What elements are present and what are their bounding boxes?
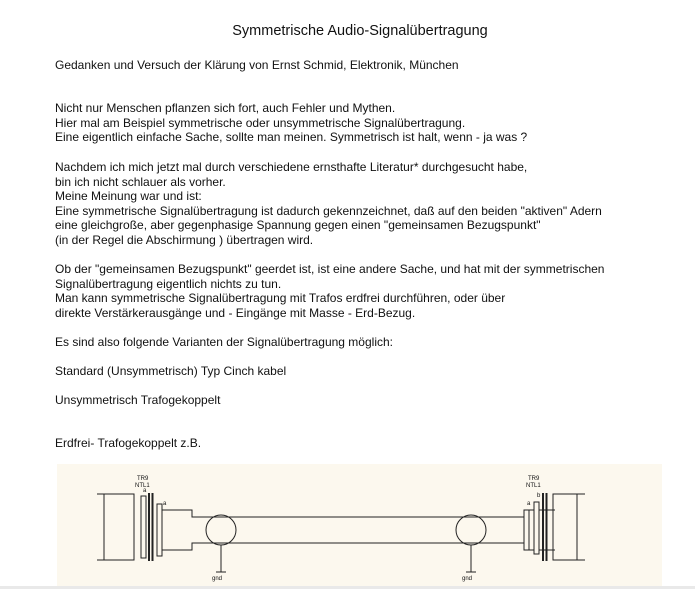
left-transformer-type: NTL1 — [135, 483, 150, 489]
text-line: Hier mal am Beispiel symmetrische oder unsymmetrische Signalübertragung. — [55, 115, 466, 130]
left-primary-pin-label: a — [143, 488, 147, 494]
paragraph-reference-point — [55, 262, 604, 320]
left-source-box — [104, 494, 134, 560]
variant-standard — [55, 364, 286, 379]
text-line: Es sind also folgende Varianten der Signalübertragung möglich: — [55, 335, 393, 349]
text-line: direkte Verstärkerausgänge und - Eingänge mit Masse - Erd-Bezug. — [55, 305, 416, 320]
right-input-winding — [534, 502, 539, 554]
right-transformer-name: TR9 — [528, 476, 540, 482]
text-line: (in der Regel die Abschirmung ) übertragen wird. — [55, 232, 314, 247]
right-primary-winding — [524, 510, 529, 550]
text-line: Eine eigentlich einfache Sache, sollte man meinen. Symmetrisch ist halt, wenn - ja was ? — [55, 130, 528, 145]
left-ground-label: gnd — [212, 576, 223, 582]
variant-floating-transformer — [55, 436, 201, 451]
left-shield-ground-ring — [206, 515, 236, 545]
text-line: Signalübertragung eigentlich nichts zu tun. — [55, 276, 282, 291]
text-line: Nachdem ich mich jetzt mal durch verschiedene ernsthafte Literatur* durchgesucht habe, — [55, 160, 528, 174]
left-transformer-name: TR9 — [137, 476, 149, 482]
text-line: eine gleichgroße, aber gegenphasige Spannung gegen einen "gemeinsamen Bezugspunkt" — [55, 218, 541, 233]
right-shield-ground-ring — [456, 515, 486, 545]
text-line: bin ich nicht schlauer als vorher. — [55, 174, 226, 189]
right-transformer-type: NTL1 — [526, 483, 541, 489]
paragraph-intro — [55, 101, 527, 145]
right-load-box — [553, 494, 577, 560]
left-primary-winding — [141, 496, 146, 558]
variant-transformer-unbalanced — [55, 393, 220, 408]
left-secondary-winding — [157, 504, 162, 556]
page-title: Symmetrische Audio-Signalübertragung — [232, 23, 488, 39]
circuit-diagram — [57, 464, 662, 589]
text-line: Nicht nur Menschen pflanzen sich fort, auch Fehler und Mythen. — [55, 101, 396, 115]
text-line: Ob der "gemeinsamen Bezugspunkt" geerdet ist, ist eine andere Sache, und hat mit der symmetrischen — [55, 262, 605, 276]
right-ground-label: gnd — [462, 576, 473, 582]
text-line: Standard (Unsymmetrisch) Typ Cinch kabel — [55, 364, 287, 378]
left-secondary-pin-label: a — [163, 501, 167, 507]
text-line: Erdfrei- Trafogekoppelt z.B. — [55, 436, 202, 450]
text-line: Eine symmetrische Signalübertragung ist dadurch gekennzeichnet, daß auf den beiden "aktiven" Adern — [55, 203, 602, 218]
paragraph-opinion — [55, 160, 602, 248]
paragraph-variants — [55, 335, 393, 350]
circuit-diagram-svg — [57, 464, 662, 589]
right-secondary-pin-label: b — [537, 493, 541, 499]
right-primary-pin-label: a — [527, 501, 531, 507]
text-line: Unsymmetrisch Trafogekoppelt — [55, 393, 221, 407]
author-subtitle: Gedanken und Versuch der Klärung von Ernst Schmid, Elektronik, München — [55, 58, 459, 72]
text-line: Meine Meinung war und ist: — [55, 189, 202, 204]
text-line: Man kann symmetrische Signalübertragung mit Trafos erdfrei durchführen, oder über — [55, 291, 506, 306]
